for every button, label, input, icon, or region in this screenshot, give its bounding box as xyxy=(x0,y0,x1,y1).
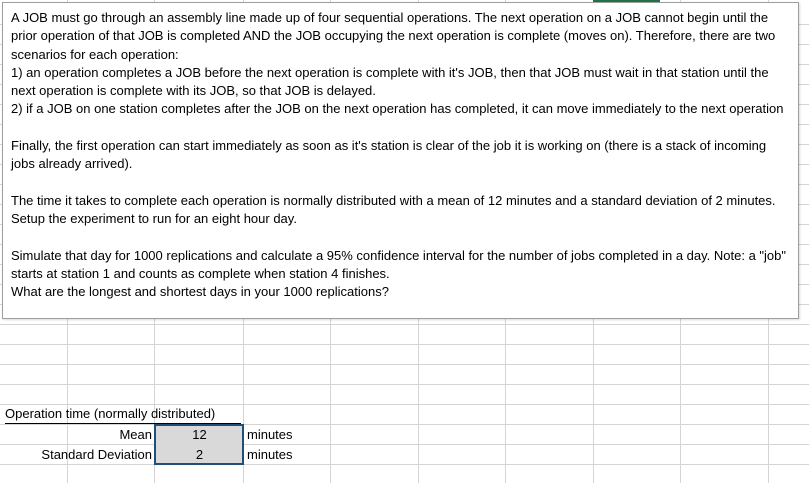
problem-paragraph: 2) if a JOB on one station completes after the JOB on the next operation has completed, it can move immediately to the next operation xyxy=(11,101,784,117)
problem-paragraph: Finally, the first operation can start immediately as soon as it's station is clear of the job it is working on (there is a stack of incoming jobs already arrived). xyxy=(11,138,770,172)
problem-paragraph: Simulate that day for 1000 replications and calculate a 95% confidence interval for the number of jobs completed in a day. Note: a "job" starts at station 1 and counts as complete when station 4 finishes. xyxy=(11,247,790,282)
grid-row-line xyxy=(0,364,809,365)
operation-time-header[interactable]: Operation time (normally distributed) xyxy=(5,404,241,424)
problem-paragraph xyxy=(11,119,790,137)
problem-text-box[interactable] xyxy=(2,2,799,319)
problem-paragraph xyxy=(11,229,790,247)
problem-paragraph xyxy=(11,174,790,192)
std-dev-unit[interactable]: minutes xyxy=(247,447,293,462)
std-dev-value-cell[interactable]: 2 xyxy=(155,445,244,465)
grid-row-line xyxy=(0,324,809,325)
problem-paragraph: The time it takes to complete each operation is normally distributed with a mean of 12 minutes and a standard deviation of 2 minutes. Setup the experiment to run for an eight hour day. xyxy=(11,192,783,227)
problem-paragraph: A JOB must go through an assembly line made up of four sequential operations. The next operation on a JOB cannot begin until the prior operation of that JOB is completed AND the JOB occupying the next operation is complete (moves on). Therefore, there are two scenarios for each operation: xyxy=(11,10,779,62)
grid-row-line xyxy=(0,384,809,385)
mean-value-cell[interactable]: 12 xyxy=(155,425,244,445)
grid-row-line xyxy=(0,344,809,345)
problem-paragraph: 1) an operation completes a JOB before the next operation is complete with it's JOB, then that JOB must wait in that station until the next operation is complete with its JOB, so that JOB is delayed. xyxy=(11,64,773,99)
mean-label[interactable]: Mean xyxy=(119,427,152,442)
mean-unit[interactable]: minutes xyxy=(247,427,293,442)
std-dev-label[interactable]: Standard Deviation xyxy=(41,447,152,462)
problem-paragraph: What are the longest and shortest days in your 1000 replications? xyxy=(11,284,389,300)
